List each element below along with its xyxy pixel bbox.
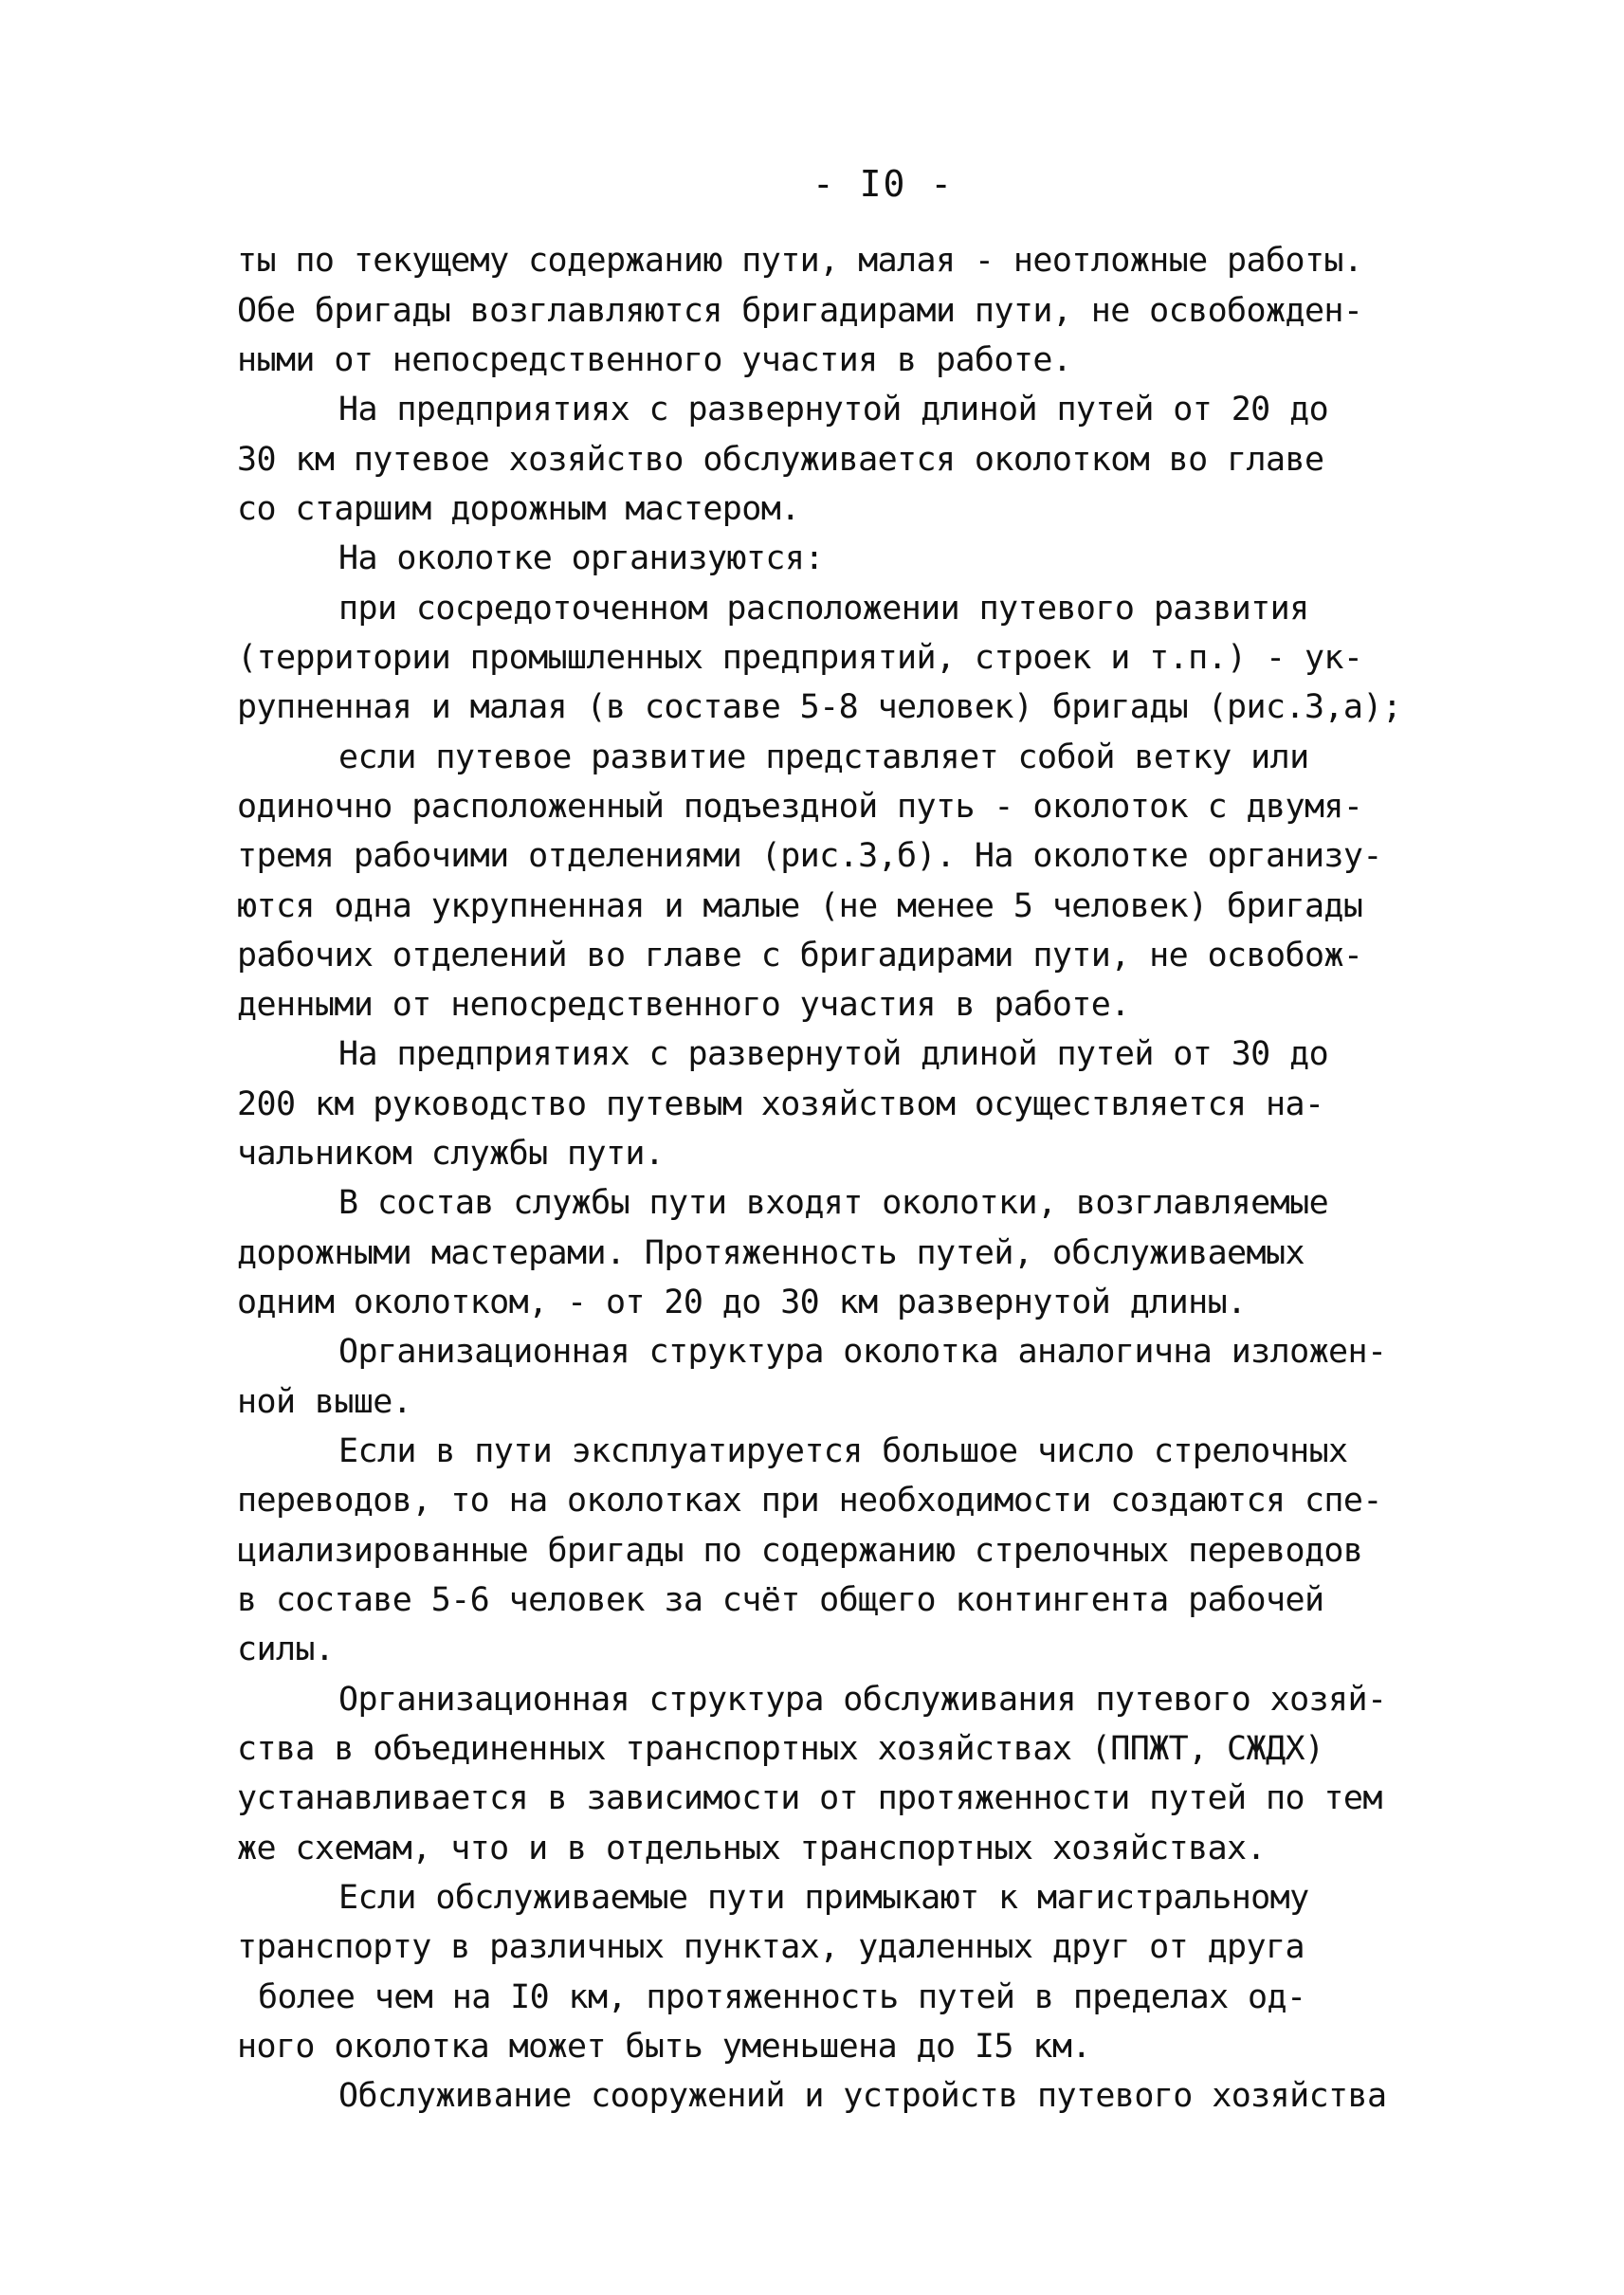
text-line: же схемам, что и в отдельных транспортных хозяйствах. (237, 1830, 1267, 1867)
text-line: ной выше. (237, 1383, 412, 1421)
text-line: Обслуживание сооружений и устройств путевого хозяйства (338, 2077, 1387, 2115)
text-line: На предприятиях с развернутой длиной путей от 30 до (338, 1035, 1329, 1073)
text-line: со старшим дорожным мастером. (237, 490, 800, 528)
text-line: рупненная и малая (в составе 5-8 человек) бригады (рис.3,а); (237, 688, 1402, 726)
text-line: одиночно расположенный подъездной путь - околоток с двумя- (237, 788, 1363, 826)
text-line: ными от непосредственного участия в работе. (237, 341, 1072, 379)
text-line: (территории промышленных предприятий, строек и т.п.) - ук- (237, 639, 1363, 677)
text-line: устанавливается в зависимости от протяженности путей по тем (237, 1779, 1382, 1817)
text-line: одним околотком, - от 20 до 30 км развернутой длины. (237, 1284, 1247, 1321)
text-line: Если обслуживаемые пути примыкают к магистральному (338, 1879, 1309, 1917)
text-line: при сосредоточенном расположении путевого развития (338, 590, 1309, 628)
text-line: денными от непосредственного участия в работе. (237, 986, 1130, 1024)
text-line: ются одна укрупненная и малые (не менее 5 человек) бригады (237, 887, 1363, 925)
text-line: ты по текущему содержанию пути, малая - неотложные работы. (237, 242, 1363, 280)
text-line: 200 км руководство путевым хозяйством осуществляется на- (237, 1085, 1324, 1123)
text-line: ного околотка может быть уменьшена до I5 км. (237, 2028, 1091, 2066)
text-line: переводов, то на околотках при необходимости создаются спе- (237, 1482, 1382, 1520)
text-line: более чем на I0 км, протяженность путей в пределах од- (258, 1978, 1306, 2016)
text-line: На предприятиях с развернутой длиной путей от 20 до (338, 391, 1329, 428)
text-line: циализированные бригады по содержанию стрелочных переводов (237, 1532, 1363, 1570)
text-line: рабочих отделений во главе с бригадирами пути, не освобож- (237, 937, 1363, 974)
text-line: На околотке организуются: (338, 539, 824, 577)
text-line: если путевое развитие представляет собой ветку или (338, 738, 1309, 776)
text-line: тремя рабочими отделениями (рис.3,б). На околотке организу- (237, 837, 1382, 875)
text-line: Организационная структура обслуживания путевого хозяй- (338, 1681, 1387, 1719)
text-line: Если в пути эксплуатируется большое число стрелочных (338, 1432, 1348, 1470)
text-line: В состав службы пути входят околотки, возглавляемые (338, 1184, 1329, 1222)
text-line: Обе бригады возглавляются бригадирами пути, не освобожден- (237, 292, 1363, 330)
text-line: дорожными мастерами. Протяженность путей, обслуживаемых (237, 1234, 1305, 1272)
page-number: - I0 - (812, 163, 955, 205)
text-line: чальником службы пути. (237, 1135, 665, 1173)
text-line: Организационная структура околотка аналогична изложен- (338, 1333, 1387, 1371)
text-line: в составе 5-6 человек за счёт общего контингента рабочей (237, 1581, 1324, 1619)
text-line: силы. (237, 1630, 335, 1668)
text-line: транспорту в различных пунктах, удаленных друг от друга (237, 1928, 1305, 1966)
text-line: 30 км путевое хозяйство обслуживается околотком во главе (237, 441, 1324, 479)
text-line: ства в объединенных транспортных хозяйствах (ППЖТ, СЖДХ) (237, 1730, 1324, 1768)
